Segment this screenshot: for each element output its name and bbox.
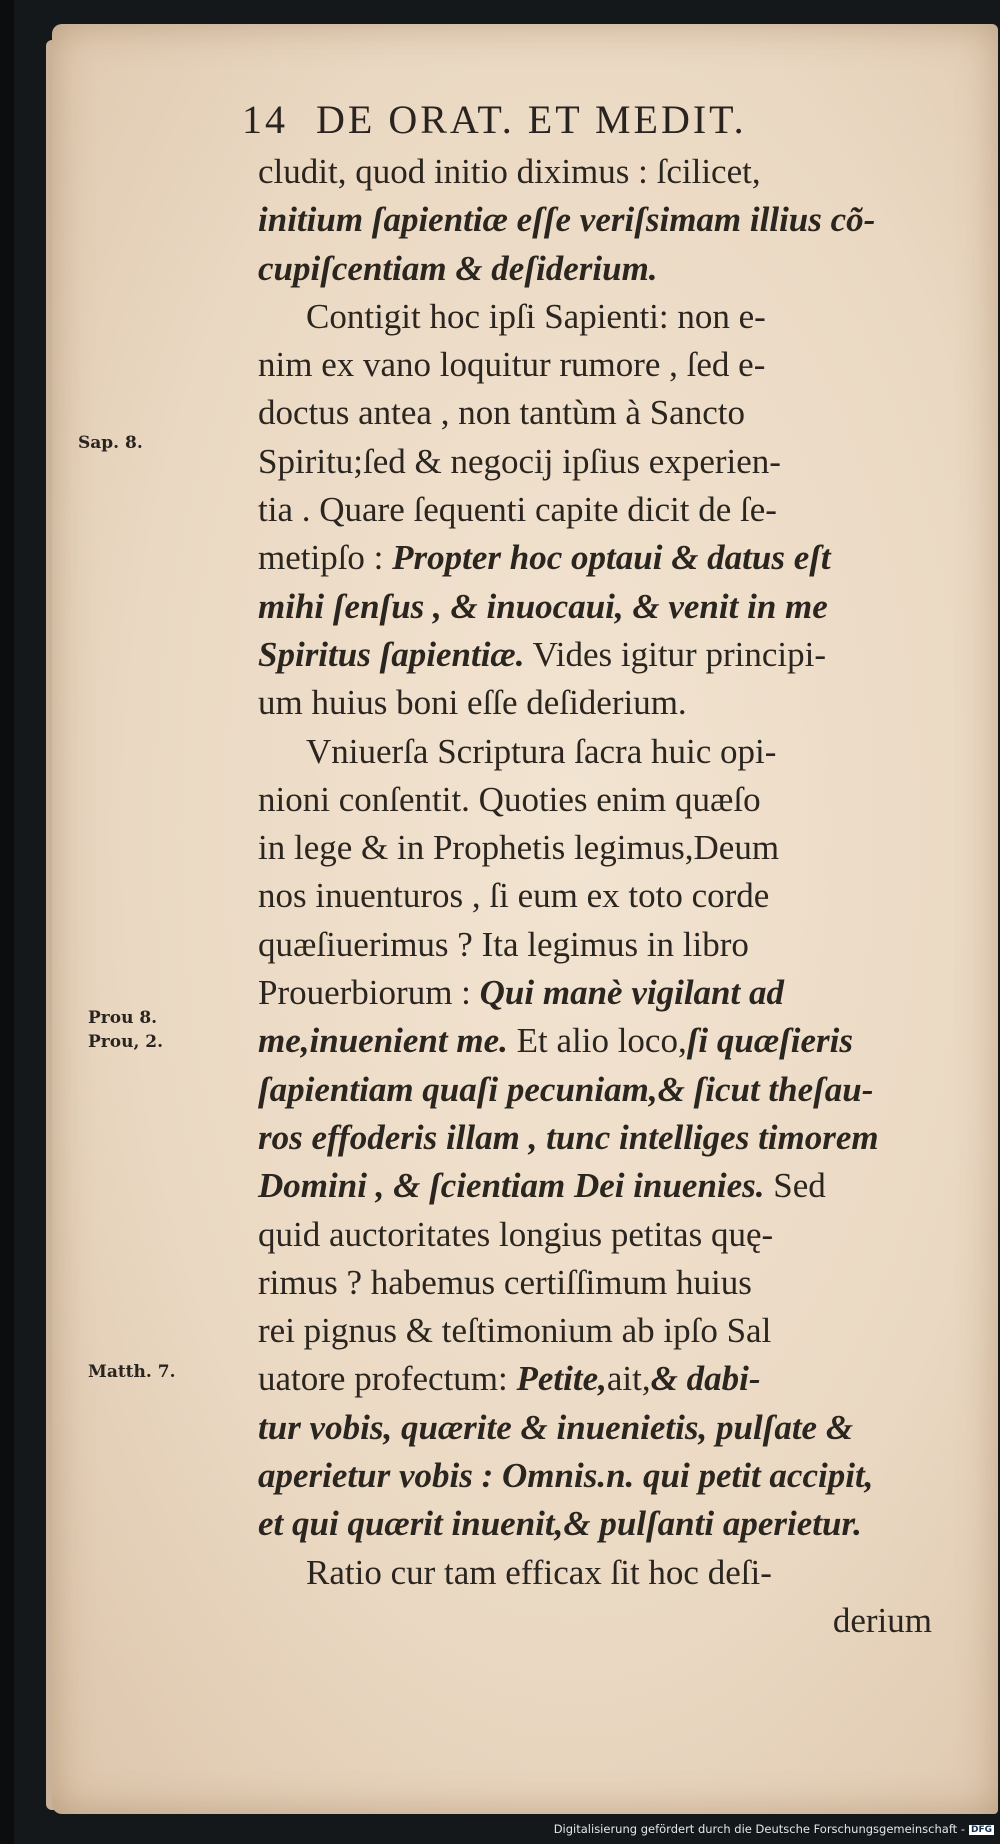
text-line bbox=[258, 776, 932, 824]
roman-text: Ratio cur tam efficax ſit hoc deſi- bbox=[306, 1552, 772, 1592]
running-title: DE ORAT. ET MEDIT. bbox=[316, 97, 747, 142]
text-line bbox=[258, 1259, 932, 1307]
italic-text: Domini , & ſcientiam Dei inuenies. bbox=[258, 1166, 765, 1206]
margin-note-matth: Matth. 7. bbox=[88, 1362, 176, 1382]
running-head bbox=[242, 96, 942, 156]
text-line bbox=[258, 1404, 932, 1452]
italic-text: ros effoderis illam , tunc intelliges timorem bbox=[258, 1117, 879, 1157]
text-line bbox=[258, 679, 932, 727]
roman-text: Vides igitur principi- bbox=[524, 634, 826, 674]
italic-text: ſi quæſieris bbox=[686, 1021, 853, 1061]
roman-text: uatore profectum: bbox=[258, 1359, 517, 1399]
digitization-credit bbox=[534, 1822, 994, 1842]
roman-text: cludit, quod initio diximus : ſcilicet, bbox=[258, 152, 761, 191]
text-line bbox=[258, 872, 932, 920]
text-line bbox=[258, 389, 932, 437]
text-line bbox=[258, 1211, 932, 1259]
italic-text: Spiritus ſapientiæ. bbox=[258, 634, 525, 674]
text-line bbox=[258, 1500, 932, 1548]
italic-text: et qui quærit inuenit,& pulſanti aperietur. bbox=[258, 1504, 862, 1544]
roman-text: Spiritu;ſed & negocij ipſius experien- bbox=[258, 441, 781, 481]
margin-note-sap: Sap. 8. bbox=[78, 433, 143, 453]
italic-text: initium ſapientiæ eſſe veriſsimam illius cõ- bbox=[258, 200, 876, 240]
roman-text: nim ex vano loquitur rumore , ſed e- bbox=[258, 345, 766, 385]
roman-text: doctus antea , non tantùm à Sancto bbox=[258, 393, 745, 433]
italic-text: Propter hoc optaui & datus eſt bbox=[392, 538, 831, 578]
italic-text: ſapientiam quaſi pecuniam,& ſicut theſau- bbox=[258, 1069, 874, 1109]
text-line bbox=[258, 293, 932, 341]
main-text bbox=[258, 148, 932, 1645]
roman-text: quæſiuerimus ? Ita legimus in libro bbox=[258, 924, 749, 964]
roman-text: nioni conſentit. Quoties enim quæſo bbox=[258, 779, 761, 819]
text-line bbox=[258, 534, 932, 582]
roman-text: metipſo : bbox=[258, 538, 393, 578]
roman-text: um huius boni eſſe deſiderium. bbox=[258, 683, 687, 723]
text-line bbox=[258, 1114, 932, 1162]
roman-text: Vniuerſa Scriptura ſacra huic opi- bbox=[306, 731, 777, 771]
text-line bbox=[258, 1017, 932, 1065]
text-line bbox=[258, 824, 932, 872]
text-line bbox=[258, 921, 932, 969]
credit-text: Digitalisierung gefördert durch die Deutsche Forschungsgemeinschaft - bbox=[553, 1822, 965, 1836]
italic-text: me,inuenient me. bbox=[258, 1021, 508, 1061]
roman-text: rimus ? habemus certiſſimum huius bbox=[258, 1262, 752, 1302]
text-line bbox=[258, 969, 932, 1017]
text-line bbox=[258, 341, 932, 389]
italic-text: cupiſcentiam & deſiderium. bbox=[258, 248, 658, 288]
italic-text: aperietur vobis : Omnis.n. qui petit accipit, bbox=[258, 1456, 874, 1496]
text-line bbox=[258, 1162, 932, 1210]
roman-text: in lege & in Prophetis legimus,Deum bbox=[258, 828, 780, 868]
text-line bbox=[258, 631, 932, 679]
roman-text: nos inuenturos , ſi eum ex toto corde bbox=[258, 876, 770, 916]
text-line bbox=[258, 1452, 932, 1500]
italic-text: & dabi- bbox=[650, 1359, 761, 1399]
roman-text: quid auctoritates longius petitas quę- bbox=[258, 1214, 774, 1254]
margin-note-prou-2: Prou, 2. bbox=[88, 1032, 164, 1052]
roman-text: Et alio loco, bbox=[507, 1021, 687, 1061]
italic-text: Qui manè vigilant ad bbox=[479, 973, 784, 1013]
text-line bbox=[258, 1355, 932, 1403]
roman-text: derium bbox=[832, 1600, 932, 1640]
roman-text: ait, bbox=[606, 1359, 651, 1399]
italic-text: Petite, bbox=[516, 1359, 607, 1399]
margin-note-prou-8: Prou 8. bbox=[88, 1008, 158, 1028]
book-spine-shadow bbox=[0, 0, 14, 1844]
roman-text: Prouerbiorum : bbox=[258, 973, 480, 1013]
text-line bbox=[258, 245, 932, 293]
text-line bbox=[258, 196, 932, 244]
roman-text: rei pignus & teſtimonium ab ipſo Sal bbox=[258, 1311, 772, 1351]
text-line bbox=[258, 148, 932, 196]
text-line bbox=[258, 1307, 932, 1355]
text-line bbox=[258, 728, 932, 776]
italic-text: tur vobis, quærite & inuenietis, pulſate & bbox=[258, 1407, 854, 1447]
italic-text: mihi ſenſus , & inuocaui, & venit in me bbox=[258, 586, 828, 626]
dfg-logo: DFG bbox=[970, 1824, 992, 1835]
text-line bbox=[258, 438, 932, 486]
text-line bbox=[258, 486, 932, 534]
roman-text: Sed bbox=[764, 1166, 826, 1206]
roman-text: Contigit hoc ipſi Sapienti: non e- bbox=[306, 296, 766, 336]
roman-text: tia . Quare ſequenti capite dicit de ſe- bbox=[258, 490, 777, 530]
page-number: 14 bbox=[242, 97, 288, 142]
text-line bbox=[258, 1549, 932, 1597]
text-line bbox=[258, 583, 932, 631]
text-line bbox=[258, 1597, 932, 1645]
text-line bbox=[258, 1066, 932, 1114]
